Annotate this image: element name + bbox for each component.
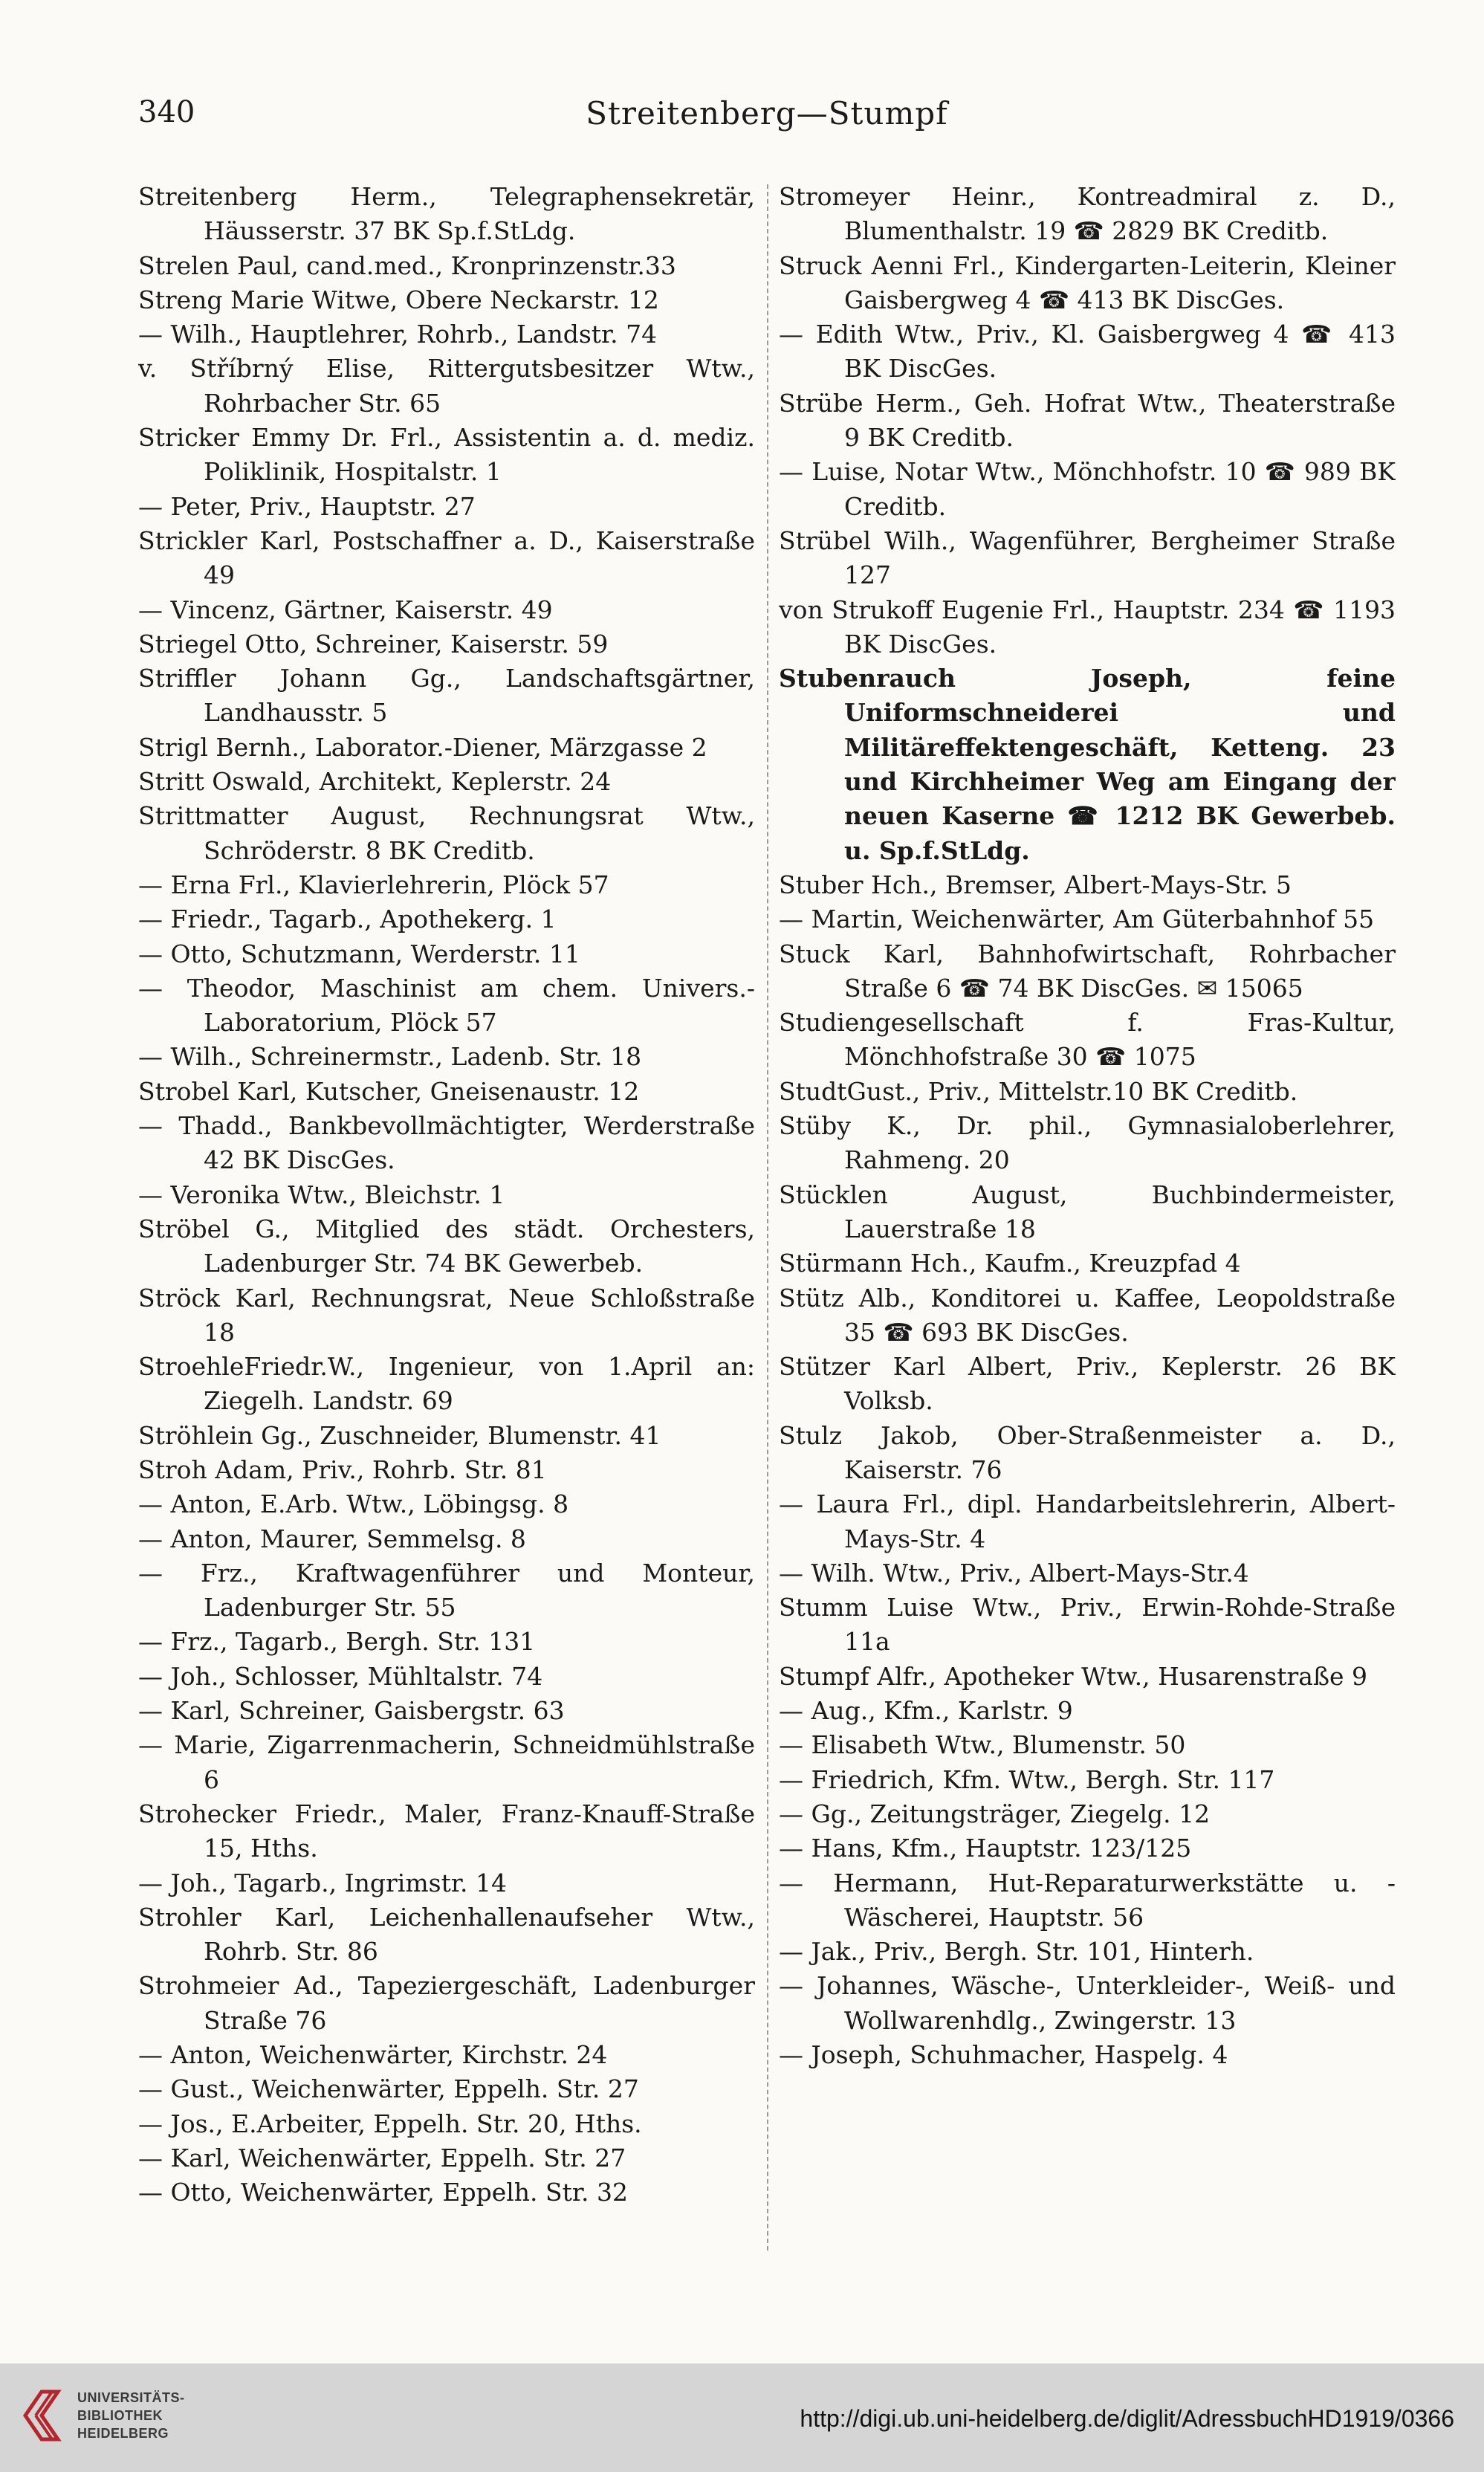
directory-entry: — Luise, Notar Wtw., Mönchhofstr. 10 ☎ 989 BK Creditb.	[779, 457, 1396, 521]
directory-entry: Stützer Karl Albert, Priv., Keplerstr. 26 BK Volksb.	[779, 1352, 1396, 1416]
directory-entry: — Wilh., Hauptlehrer, Rohrb., Landstr. 74	[138, 320, 658, 349]
library-logo-text	[77, 2389, 185, 2442]
directory-entry: Strittmatter August, Rechnungsrat Wtw., Schröderstr. 8 BK Creditb.	[138, 801, 755, 865]
directory-entry: — Friedrich, Kfm. Wtw., Bergh. Str. 117	[779, 1764, 1275, 1794]
directory-entry: Stromeyer Heinr., Kontreadmiral z. D., Blumenthalstr. 19 ☎ 2829 BK Creditb.	[779, 182, 1396, 246]
directory-entry: Striegel Otto, Schreiner, Kaiserstr. 59	[138, 629, 609, 659]
directory-entry: Strelen Paul, cand.med., Kronprinzenstr.33	[138, 250, 676, 280]
directory-entry: — Gg., Zeitungsträger, Ziegelg. 12	[779, 1799, 1211, 1828]
directory-entry: — Wilh., Schreinermstr., Ladenb. Str. 18	[138, 1042, 642, 1072]
directory-entry: Stroh Adam, Priv., Rohrb. Str. 81	[138, 1455, 547, 1484]
directory-entry: Stulz Jakob, Ober-Straßenmeister a. D., Kaiserstr. 76	[779, 1420, 1396, 1484]
source-url-link[interactable]: http://digi.ub.uni-heidelberg.de/diglit/AdressbuchHD1919/0366	[800, 2405, 1454, 2432]
directory-entry: Stücklen August, Buchbindermeister, Lauerstraße 18	[779, 1180, 1396, 1243]
directory-entry: — Otto, Schutzmann, Werderstr. 11	[138, 939, 580, 968]
footer-bar	[0, 2363, 1484, 2472]
directory-entry: Stuck Karl, Bahnhofwirtschaft, Rohrbacher Straße 6 ☎ 74 BK DiscGes. ✉ 15065	[779, 939, 1396, 1003]
logo-line: UNIVERSITÄTS-	[77, 2390, 185, 2405]
logo-line: BIBLIOTHEK	[77, 2408, 163, 2423]
directory-entry: — Hermann, Hut-Reparaturwerkstätte u. -Wäscherei, Hauptstr. 56	[779, 1868, 1396, 1932]
directory-entry: Stüby K., Dr. phil., Gymnasialoberlehrer, Rahmeng. 20	[779, 1111, 1396, 1175]
directory-entry: Strübel Wilh., Wagenführer, Bergheimer Straße 127	[779, 525, 1396, 590]
directory-entry: von Strukoff Eugenie Frl., Hauptstr. 234 ☎ 1193 BK DiscGes.	[779, 595, 1396, 659]
directory-entry: — Erna Frl., Klavierlehrerin, Plöck 57	[138, 870, 609, 899]
directory-entry: Stritt Oswald, Architekt, Keplerstr. 24	[138, 767, 612, 797]
directory-entry: — Karl, Weichenwärter, Eppelh. Str. 27	[138, 2143, 626, 2172]
column-divider	[767, 184, 768, 2251]
directory-entry: — Aug., Kfm., Karlstr. 9	[779, 1696, 1073, 1726]
directory-entry: Striffler Johann Gg., Landschaftsgärtner, Landhausstr. 5	[138, 664, 755, 728]
left-column	[138, 180, 755, 2210]
directory-entry: Stütz Alb., Konditorei u. Kaffee, Leopoldstraße 35 ☎ 693 BK DiscGes.	[779, 1283, 1396, 1347]
directory-entry: — Thadd., Bankbevollmächtigter, Werderstraße 42 BK DiscGes.	[138, 1111, 755, 1175]
directory-entry: — Gust., Weichenwärter, Eppelh. Str. 27	[138, 2074, 639, 2104]
directory-entry: Ströck Karl, Rechnungsrat, Neue Schloßstraße 18	[138, 1283, 755, 1347]
directory-entry: — Marie, Zigarrenmacherin, Schneidmühlstraße 6	[138, 1730, 755, 1794]
logo-line: HEIDELBERG	[77, 2426, 169, 2441]
directory-entry: Strohler Karl, Leichenhallenaufseher Wtw., Rohrb. Str. 86	[138, 1902, 755, 1967]
directory-entry: StroehleFriedr.W., Ingenieur, von 1.April an: Ziegelh. Landstr. 69	[138, 1352, 755, 1416]
directory-entry: — Jak., Priv., Bergh. Str. 101, Hinterh.	[779, 1937, 1254, 1967]
directory-entry: — Anton, Weichenwärter, Kirchstr. 24	[138, 2040, 608, 2070]
page-header	[138, 95, 1396, 147]
directory-entry: — Martin, Weichenwärter, Am Güterbahnhof 55	[779, 905, 1375, 934]
directory-entry: — Hans, Kfm., Hauptstr. 123/125	[779, 1834, 1192, 1863]
directory-entry: — Anton, E.Arb. Wtw., Löbingsg. 8	[138, 1489, 569, 1519]
directory-entry: Stumm Luise Wtw., Priv., Erwin-Rohde-Straße 11a	[779, 1593, 1396, 1657]
page-number: 340	[138, 95, 195, 129]
directory-entry: Stürmann Hch., Kaufm., Kreuzpfad 4	[779, 1249, 1241, 1278]
directory-entry: Stubenrauch Joseph, feine Uniformschneiderei und Militäreffektengeschäft, Ketteng. 23 und Kirchheimer Weg am Eingang der neuen Kaserne ☎ 1212 BK Gewerbeb. u. Sp.f.StLdg.	[779, 664, 1396, 865]
directory-entry: StudtGust., Priv., Mittelstr.10 BK Creditb.	[779, 1076, 1298, 1106]
directory-entry: v. Stříbrný Elise, Rittergutsbesitzer Wtw., Rohrbacher Str. 65	[138, 354, 755, 418]
directory-entry: — Theodor, Maschinist am chem. Univers.-Laboratorium, Plöck 57	[138, 973, 755, 1038]
directory-entry: — Friedr., Tagarb., Apothekerg. 1	[138, 905, 557, 934]
directory-entry: — Jos., E.Arbeiter, Eppelh. Str. 20, Hths.	[138, 2109, 642, 2138]
directory-entry: Ströhlein Gg., Zuschneider, Blumenstr. 41	[138, 1420, 661, 1450]
directory-entry: — Frz., Tagarb., Bergh. Str. 131	[138, 1627, 536, 1657]
directory-entry: — Edith Wtw., Priv., Kl. Gaisbergweg 4 ☎ 413 BK DiscGes.	[779, 320, 1396, 384]
directory-entry: Struck Aenni Frl., Kindergarten-Leiterin, Kleiner Gaisbergweg 4 ☎ 413 BK DiscGes.	[779, 250, 1396, 314]
directory-entry: — Anton, Maurer, Semmelsg. 8	[138, 1524, 526, 1553]
right-column	[779, 180, 1396, 2072]
directory-entry: — Otto, Weichenwärter, Eppelh. Str. 32	[138, 2178, 629, 2207]
running-head: Streitenberg—Stumpf	[586, 95, 948, 132]
directory-entry: — Veronika Wtw., Bleichstr. 1	[138, 1180, 505, 1209]
directory-entry: — Karl, Schreiner, Gaisbergstr. 63	[138, 1696, 565, 1726]
library-logo-icon	[19, 2386, 71, 2450]
directory-entry: — Laura Frl., dipl. Handarbeitslehrerin, Albert-Mays-Str. 4	[779, 1489, 1396, 1553]
directory-entry: Ströbel G., Mitglied des städt. Orchesters, Ladenburger Str. 74 BK Gewerbeb.	[138, 1214, 755, 1278]
directory-entry: Strobel Karl, Kutscher, Gneisenaustr. 12	[138, 1076, 640, 1106]
directory-entry: Stuber Hch., Bremser, Albert-Mays-Str. 5	[779, 870, 1292, 899]
directory-entry: Streitenberg Herm., Telegraphensekretär, Häusserstr. 37 BK Sp.f.StLdg.	[138, 182, 755, 246]
directory-entry: Stricker Emmy Dr. Frl., Assistentin a. d. mediz. Poliklinik, Hospitalstr. 1	[138, 423, 755, 487]
directory-entry: Strigl Bernh., Laborator.-Diener, Märzgasse 2	[138, 732, 707, 762]
directory-entry: — Frz., Kraftwagenführer und Monteur, Ladenburger Str. 55	[138, 1558, 755, 1622]
directory-entry: Strohmeier Ad., Tapeziergeschäft, Ladenburger Straße 76	[138, 1971, 755, 2035]
directory-entry: Strohecker Friedr., Maler, Franz-Knauff-Straße 15, Hths.	[138, 1799, 755, 1863]
directory-entry: — Wilh. Wtw., Priv., Albert-Mays-Str.4	[779, 1558, 1249, 1588]
directory-entry: Stumpf Alfr., Apotheker Wtw., Husarenstraße 9	[779, 1661, 1367, 1691]
directory-entry: Studiengesellschaft f. Fras-Kultur, Mönchhofstraße 30 ☎ 1075	[779, 1008, 1396, 1072]
directory-entry: Streng Marie Witwe, Obere Neckarstr. 12	[138, 285, 659, 314]
directory-entry: Strübe Herm., Geh. Hofrat Wtw., Theaterstraße 9 BK Creditb.	[779, 388, 1396, 453]
directory-entry: — Joh., Tagarb., Ingrimstr. 14	[138, 1868, 507, 1897]
directory-entry: — Joh., Schlosser, Mühltalstr. 74	[138, 1661, 543, 1691]
directory-entry: — Elisabeth Wtw., Blumenstr. 50	[779, 1730, 1186, 1760]
directory-entry: — Peter, Priv., Hauptstr. 27	[138, 491, 476, 521]
directory-entry: — Johannes, Wäsche-, Unterkleider-, Weiß- und Wollwarenhdlg., Zwingerstr. 13	[779, 1971, 1396, 2035]
directory-entry: — Vincenz, Gärtner, Kaiserstr. 49	[138, 595, 553, 624]
directory-entry: — Joseph, Schuhmacher, Haspelg. 4	[779, 2040, 1228, 2070]
directory-entry: Strickler Karl, Postschaffner a. D., Kaiserstraße 49	[138, 525, 755, 590]
